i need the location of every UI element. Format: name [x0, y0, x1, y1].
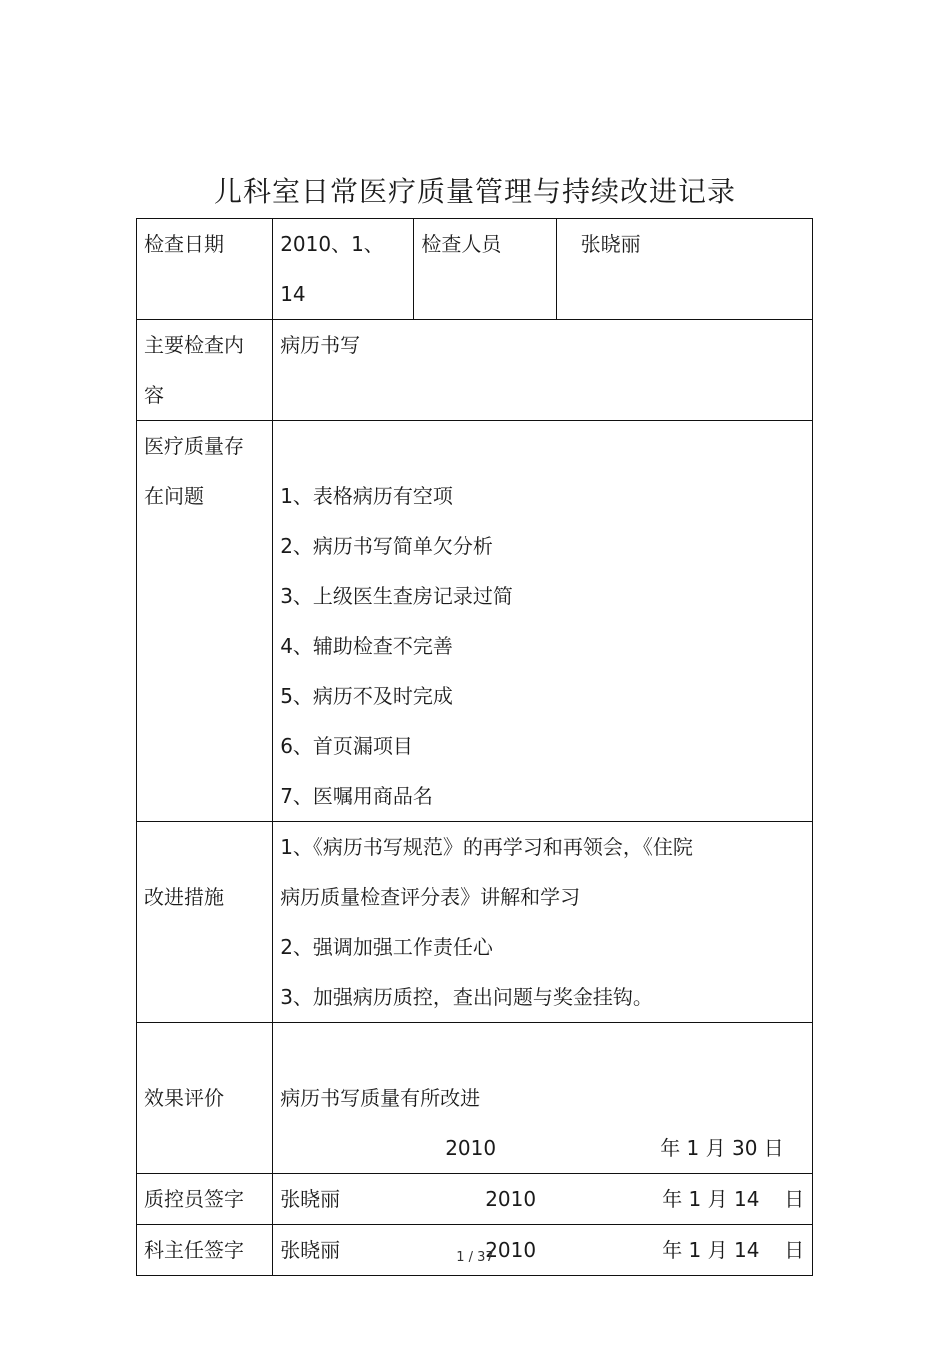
qc-date-month-day: 年 1 月 14 [662, 1187, 760, 1211]
improvement-measures-label [137, 822, 273, 1023]
list-item: 6、首页漏项目 [280, 734, 413, 758]
list-item: 1、《病历书写规范》的再学习和再领会，《住院 [280, 835, 693, 859]
main-content-value [273, 320, 813, 421]
effect-evaluation-date [280, 1123, 805, 1173]
list-item: 2、病历书写简单欠分析 [280, 534, 493, 558]
director-date-day: 日 [784, 1238, 805, 1262]
director-date-month-day: 年 1 月 14 [662, 1238, 760, 1262]
inspection-date-value: 2010、1、14 [273, 219, 414, 320]
list-item: 1、表格病历有空项 [280, 484, 453, 508]
director-signature-name: 张晓丽 [280, 1238, 341, 1262]
quality-problems-label [137, 421, 273, 822]
quality-problems-label-line2: 在问题 [144, 484, 204, 508]
record-table [136, 218, 813, 1276]
qc-date-year: 2010 [485, 1187, 537, 1211]
improvement-measures-label-text: 改进措施 [144, 885, 224, 909]
main-content-label-line1: 主要检查内 [144, 333, 244, 357]
director-date-year: 2010 [485, 1238, 537, 1262]
list-item: 7、医嘱用商品名 [280, 784, 433, 808]
list-item: 3、加强病历质控，查出问题与奖金挂钩。 [280, 985, 653, 1009]
inspection-date-label: 检查日期 [137, 219, 273, 320]
effect-evaluation-label [137, 1023, 273, 1174]
effect-evaluation-text: 病历书写质量有所改进 [280, 1086, 481, 1110]
list-item: 5、病历不及时完成 [280, 684, 453, 708]
row-main-content [137, 320, 813, 421]
effect-evaluation-label-text: 效果评价 [144, 1086, 224, 1110]
quality-problems-list [273, 421, 813, 822]
row-improvement-measures [137, 822, 813, 1023]
main-content-label [137, 320, 273, 421]
row-effect-evaluation [137, 1023, 813, 1174]
qc-signature-label: 质控员签字 [137, 1174, 273, 1225]
inspector-value: 张晓丽 [556, 219, 812, 320]
list-item: 2、强调加强工作责任心 [280, 935, 493, 959]
list-item: 3、上级医生查房记录过简 [280, 584, 513, 608]
effect-evaluation-value [273, 1023, 813, 1174]
director-signature-label: 科主任签字 [137, 1225, 273, 1276]
row-qc-signature [137, 1174, 813, 1225]
list-item: 病历质量检查评分表》讲解和学习 [280, 885, 581, 909]
qc-date-day: 日 [784, 1187, 805, 1211]
qc-signature-name: 张晓丽 [280, 1187, 341, 1211]
row-quality-problems [137, 421, 813, 822]
main-content-text: 病历书写 [280, 333, 361, 357]
qc-signature-value [273, 1174, 813, 1225]
effect-date-rest: 年 1 月 30 日 [660, 1136, 784, 1160]
quality-problems-label-line1: 医疗质量存 [144, 434, 244, 458]
improvement-measures-list [273, 822, 813, 1023]
page-number: 1 / 37 [456, 1250, 494, 1265]
inspector-label: 检查人员 [414, 219, 556, 320]
main-content-label-line2: 容 [144, 383, 164, 407]
list-item: 4、辅助检查不完善 [280, 634, 453, 658]
page-title: 儿科室日常医疗质量管理与持续改进记录 [213, 175, 736, 208]
row-inspection-date [137, 219, 813, 320]
effect-date-year: 2010 [445, 1136, 497, 1160]
